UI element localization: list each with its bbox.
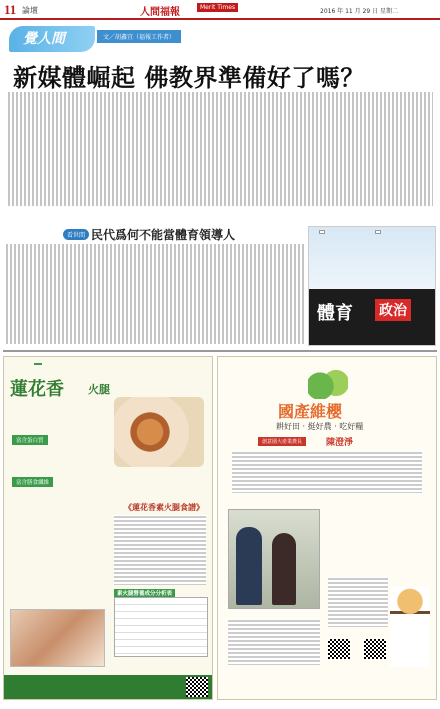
column-name: 覺人間 bbox=[23, 32, 65, 47]
article-body-text bbox=[5, 244, 305, 344]
issue-date: 2016 年 11 月 29 日 星期二 bbox=[320, 8, 398, 15]
product-photo bbox=[10, 609, 105, 667]
cartoon-label-sport: 體育 bbox=[317, 303, 353, 324]
article-headline: 新媒體崛起 佛教界準備好了嗎？ bbox=[13, 64, 365, 92]
ad-body-text bbox=[232, 451, 422, 493]
name-tag: 創意園大產業農長 bbox=[258, 437, 306, 446]
section-divider bbox=[3, 350, 437, 352]
advertisement-domestic-grain bbox=[217, 356, 437, 700]
recipe-text bbox=[114, 515, 206, 585]
article-headline: 民代爲何不能當體育領導人 bbox=[91, 228, 236, 242]
section-name: 論壇 bbox=[22, 6, 38, 15]
brand-label: Merit Times bbox=[197, 3, 238, 12]
article-byline: 文／胡鑫宜（福報工作者） bbox=[97, 30, 181, 43]
person-figure bbox=[272, 533, 296, 605]
middle-article bbox=[3, 226, 308, 346]
nutrition-table-title: 素火腿營養成分分析表 bbox=[114, 589, 175, 597]
ad-feature-label: 富含蛋白質 bbox=[12, 435, 48, 445]
qr-code bbox=[186, 677, 208, 697]
editorial-cartoon bbox=[308, 226, 436, 346]
scarecrow-illustration bbox=[390, 587, 430, 667]
person-figure bbox=[236, 527, 262, 605]
ad-ribbon bbox=[34, 363, 42, 365]
cartoon-scene bbox=[309, 227, 436, 289]
speech-bubble bbox=[375, 230, 381, 234]
advertisement-vegetarian-ham bbox=[3, 356, 213, 700]
cartoon-label-politics: 政治 bbox=[375, 299, 411, 321]
ad-title-suffix: 火腿 bbox=[88, 383, 110, 396]
newspaper-header bbox=[0, 0, 440, 20]
ad-title: 蓮花香 bbox=[10, 379, 64, 399]
ad-footer bbox=[4, 675, 212, 699]
ad-title: 國產維櫻 bbox=[278, 404, 343, 421]
ad-slogan: 耕好田 · 挺好農 · 吃好糧 bbox=[276, 422, 364, 431]
article-body-text bbox=[7, 92, 433, 206]
qr-code bbox=[364, 639, 386, 659]
person-name: 陳澄淨 bbox=[326, 438, 354, 448]
column-badge bbox=[9, 26, 95, 52]
qr-code bbox=[328, 639, 350, 659]
contact-info bbox=[228, 619, 320, 665]
column-badge: 看世間 bbox=[63, 229, 89, 240]
speech-bubble bbox=[319, 230, 325, 234]
recipe-title: 《蓮花香素火腿食譜》 bbox=[124, 503, 204, 512]
top-article bbox=[3, 22, 437, 210]
newspaper-logo: 人間福報 bbox=[140, 7, 180, 18]
ad-side-text bbox=[328, 577, 388, 627]
food-photo bbox=[114, 397, 204, 467]
page-number: 11 bbox=[4, 2, 17, 17]
ad-feature-label: 富含膳食纖維 bbox=[12, 477, 53, 487]
leaf-logo bbox=[308, 367, 348, 399]
nutrition-table bbox=[114, 597, 208, 657]
